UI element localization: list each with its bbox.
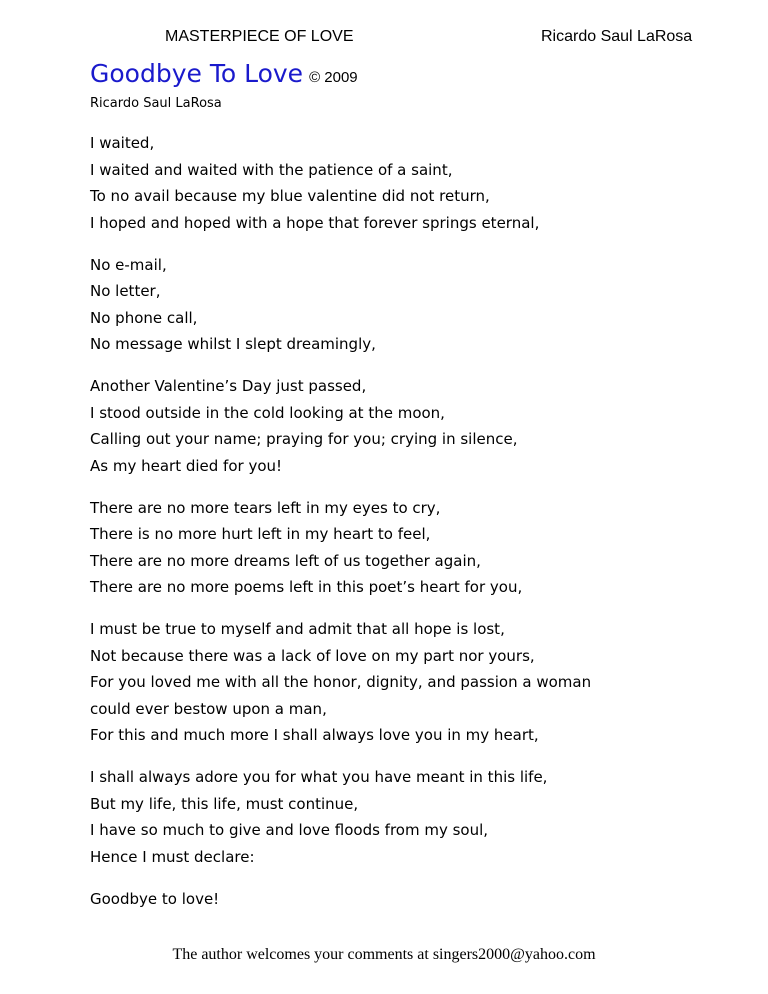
poem-line: There is no more hurt left in my heart to feel, xyxy=(90,525,431,543)
poem-line: I have so much to give and love floods from my soul, xyxy=(90,821,489,839)
stanza xyxy=(90,616,750,749)
poem-line: There are no more poems left in this poet’s heart for you, xyxy=(90,578,523,596)
poem-line: I waited, xyxy=(90,134,155,152)
poem-line: I waited and waited with the patience of a saint, xyxy=(90,160,453,179)
poem-line: No e-mail, xyxy=(90,255,167,274)
stanza xyxy=(90,764,750,870)
poem-line: No message whilst I slept dreamingly, xyxy=(90,335,376,353)
poem-title: Goodbye To Love xyxy=(90,59,304,88)
stanza xyxy=(90,373,750,479)
poem-line: As my heart died for you! xyxy=(90,456,283,475)
page-header-right: Ricardo Saul LaRosa xyxy=(541,28,693,45)
title-line xyxy=(90,57,358,95)
poem-line: But my life, this life, must continue, xyxy=(90,794,359,813)
poem-line: I stood outside in the cold looking at the moon, xyxy=(90,403,445,422)
copyright-notice: © 2009 xyxy=(309,69,358,86)
page-footer: The author welcomes your comments at singers2000@yahoo.com xyxy=(172,946,596,963)
poem-line: There are no more tears left in my eyes to cry, xyxy=(90,498,441,517)
poem-line: To no avail because my blue valentine did not return, xyxy=(90,187,490,205)
poem-line: For this and much more I shall always love you in my heart, xyxy=(90,726,539,744)
stanza xyxy=(90,886,750,913)
poem-line: No phone call, xyxy=(90,308,198,327)
author-byline: Ricardo Saul LaRosa xyxy=(90,96,222,111)
page-header-left: MASTERPIECE OF LOVE xyxy=(165,28,354,45)
stanza xyxy=(90,130,750,236)
poem-line: No letter, xyxy=(90,282,161,300)
poem-line: I hoped and hoped with a hope that forever springs eternal, xyxy=(90,213,540,232)
poem-line: could ever bestow upon a man, xyxy=(90,699,327,718)
poem-line: I must be true to myself and admit that all hope is lost, xyxy=(90,620,505,638)
poem-line: Hence I must declare: xyxy=(90,847,255,866)
stanza xyxy=(90,252,750,358)
poem-line: Another Valentine’s Day just passed, xyxy=(90,377,367,395)
stanza xyxy=(90,495,750,601)
poem-line: I shall always adore you for what you have meant in this life, xyxy=(90,768,548,786)
poem-line: Not because there was a lack of love on my part nor yours, xyxy=(90,646,535,665)
poem-line: There are no more dreams left of us together again, xyxy=(90,551,481,570)
poem-body xyxy=(90,130,750,928)
poem-line: Goodbye to love! xyxy=(90,889,220,908)
poem-line: Calling out your name; praying for you; crying in silence, xyxy=(90,430,518,448)
poem-line: For you loved me with all the honor, dignity, and passion a woman xyxy=(90,673,592,691)
